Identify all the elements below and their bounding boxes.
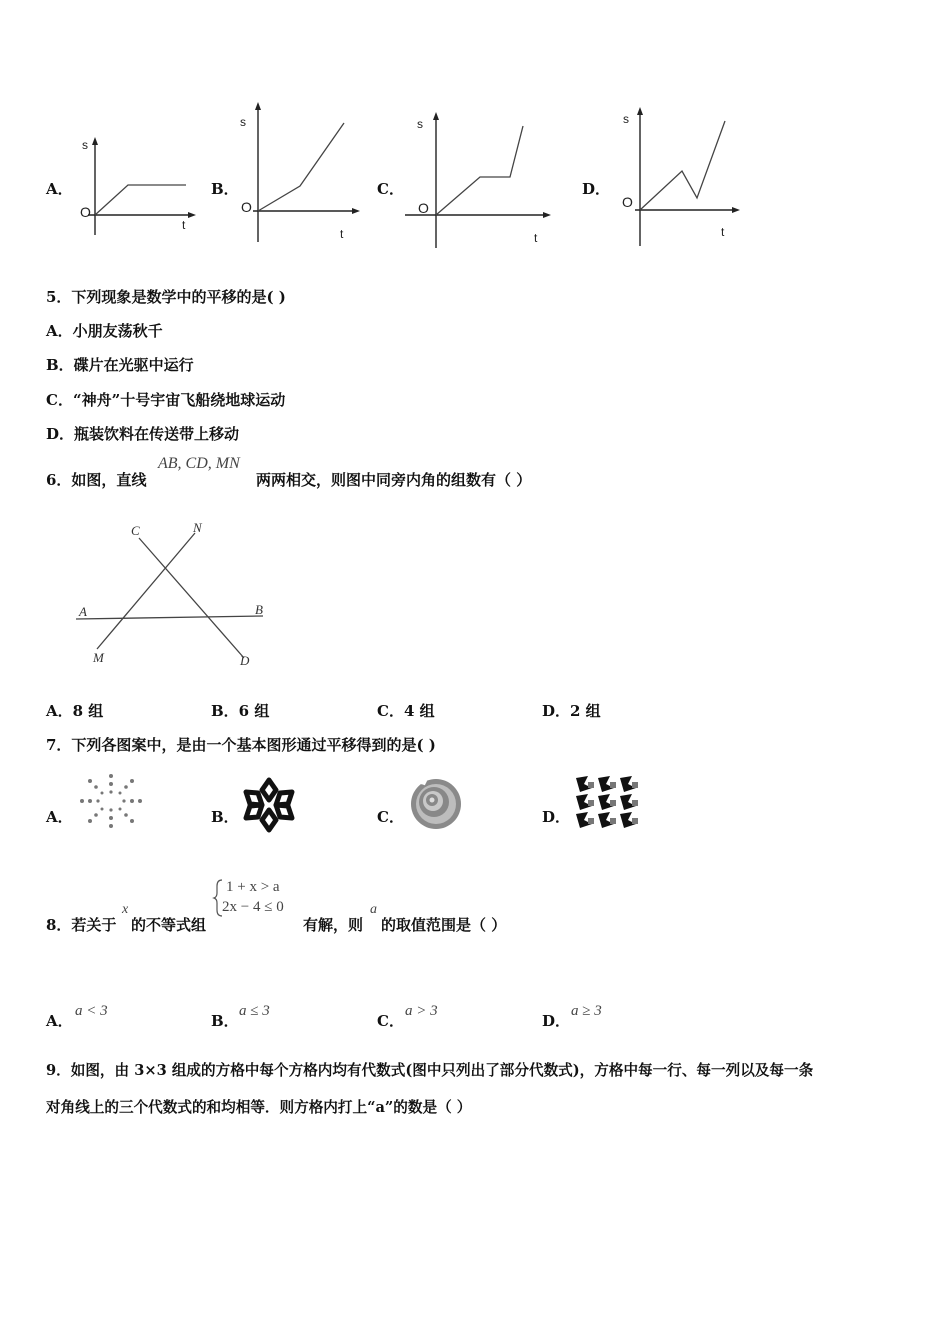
q8-var-x: x — [122, 902, 129, 917]
q4-option-c-label: C． — [377, 180, 404, 198]
q4-c-t-label: t — [534, 231, 538, 245]
q4-c-origin: O — [418, 200, 429, 216]
q4-graph-c — [405, 110, 560, 250]
q6-stem-prefix: 6．如图，直线 — [46, 471, 147, 489]
q7-pattern-a — [78, 772, 144, 830]
q7-pattern-b — [238, 776, 300, 834]
point-d: D — [240, 653, 250, 668]
q8-stem-mid2: 有解，则 — [303, 916, 364, 934]
q6-stem-suffix: 两两相交，则图中同旁内角的组数有（ ） — [256, 471, 532, 489]
q6-option-c: C．4 组 — [377, 702, 435, 720]
q4-a-origin: O — [80, 204, 91, 220]
q6-option-a: A．8 组 — [46, 702, 104, 720]
q6-figure — [70, 515, 280, 675]
q8-var-a: a — [370, 902, 377, 917]
q8-stem-prefix: 8．若关于 — [46, 916, 117, 934]
q9-line-1: 9．如图，由 3×3 组成的方格中每个方格内均有代数式(图中只列出了部分代数式)，方格中每一行、每一列以及每一条 — [46, 1062, 814, 1079]
q4-b-origin: O — [241, 199, 252, 215]
q4-b-s-label: s — [240, 115, 246, 129]
point-a: A — [79, 604, 87, 619]
line-ab — [76, 616, 263, 619]
q8-inequality-1: 1 + x > a — [226, 879, 280, 895]
q6-option-d: D．2 组 — [542, 702, 601, 720]
q8-option-a-expr: a < 3 — [75, 1003, 108, 1019]
q4-option-a-label: A． — [46, 180, 73, 198]
point-n: N — [193, 520, 202, 535]
q8-option-a-label: A． — [46, 1012, 73, 1030]
point-b: B — [255, 602, 263, 617]
q7-stem: 7．下列各图案中，是由一个基本图形通过平移得到的是( ) — [46, 736, 436, 754]
q7-option-b-label: B． — [211, 808, 239, 826]
q4-d-t-label: t — [721, 225, 725, 239]
q8-stem-suffix: 的取值范围是（ ） — [381, 916, 507, 934]
q7-option-c-label: C． — [377, 808, 404, 826]
point-c: C — [131, 523, 140, 538]
q4-b-t-label: t — [340, 227, 344, 241]
point-m: M — [93, 650, 104, 665]
q8-inequality-2: 2x − 4 ≤ 0 — [222, 899, 284, 915]
q4-a-s-label: s — [82, 138, 88, 152]
q4-graph-d — [615, 105, 750, 250]
q6-stem-lines: AB, CD, MN — [158, 455, 240, 472]
q4-option-d-label: D． — [582, 180, 611, 198]
q8-stem-mid: 的不等式组 — [131, 916, 207, 934]
q4-c-s-label: s — [417, 117, 423, 131]
q4-a-t-label: t — [182, 218, 186, 232]
q5-option-d: D．瓶装饮料在传送带上移动 — [46, 425, 240, 443]
q8-option-c-label: C． — [377, 1012, 404, 1030]
q5-option-b: B．碟片在光驱中运行 — [46, 356, 194, 374]
q8-option-d-label: D． — [542, 1012, 571, 1030]
line-cd — [139, 538, 244, 658]
q6-option-b: B．6 组 — [211, 702, 270, 720]
q8-option-c-expr: a > 3 — [405, 1003, 438, 1019]
line-mn — [97, 533, 195, 649]
q4-option-b-label: B． — [211, 180, 239, 198]
q8-option-b-label: B． — [211, 1012, 239, 1030]
q4-graph-b — [238, 100, 368, 245]
q5-option-c: C．“神舟”十号宇宙飞船绕地球运动 — [46, 391, 286, 409]
q7-pattern-c — [408, 777, 464, 831]
q8-option-d-expr: a ≥ 3 — [571, 1003, 602, 1019]
q7-option-d-label: D． — [542, 808, 571, 826]
q4-graph-a — [78, 135, 198, 245]
q7-option-a-label: A． — [46, 808, 73, 826]
q9-line-2: 对角线上的三个代数式的和均相等．则方格内打上“a”的数是（ ） — [46, 1099, 472, 1116]
q5-stem: 5．下列现象是数学中的平移的是( ) — [46, 288, 286, 306]
q5-option-a: A．小朋友荡秋千 — [46, 322, 163, 340]
q4-d-origin: O — [622, 194, 633, 210]
q4-d-s-label: s — [623, 112, 629, 126]
q7-pattern-d — [574, 774, 640, 832]
q8-option-b-expr: a ≤ 3 — [239, 1003, 270, 1019]
